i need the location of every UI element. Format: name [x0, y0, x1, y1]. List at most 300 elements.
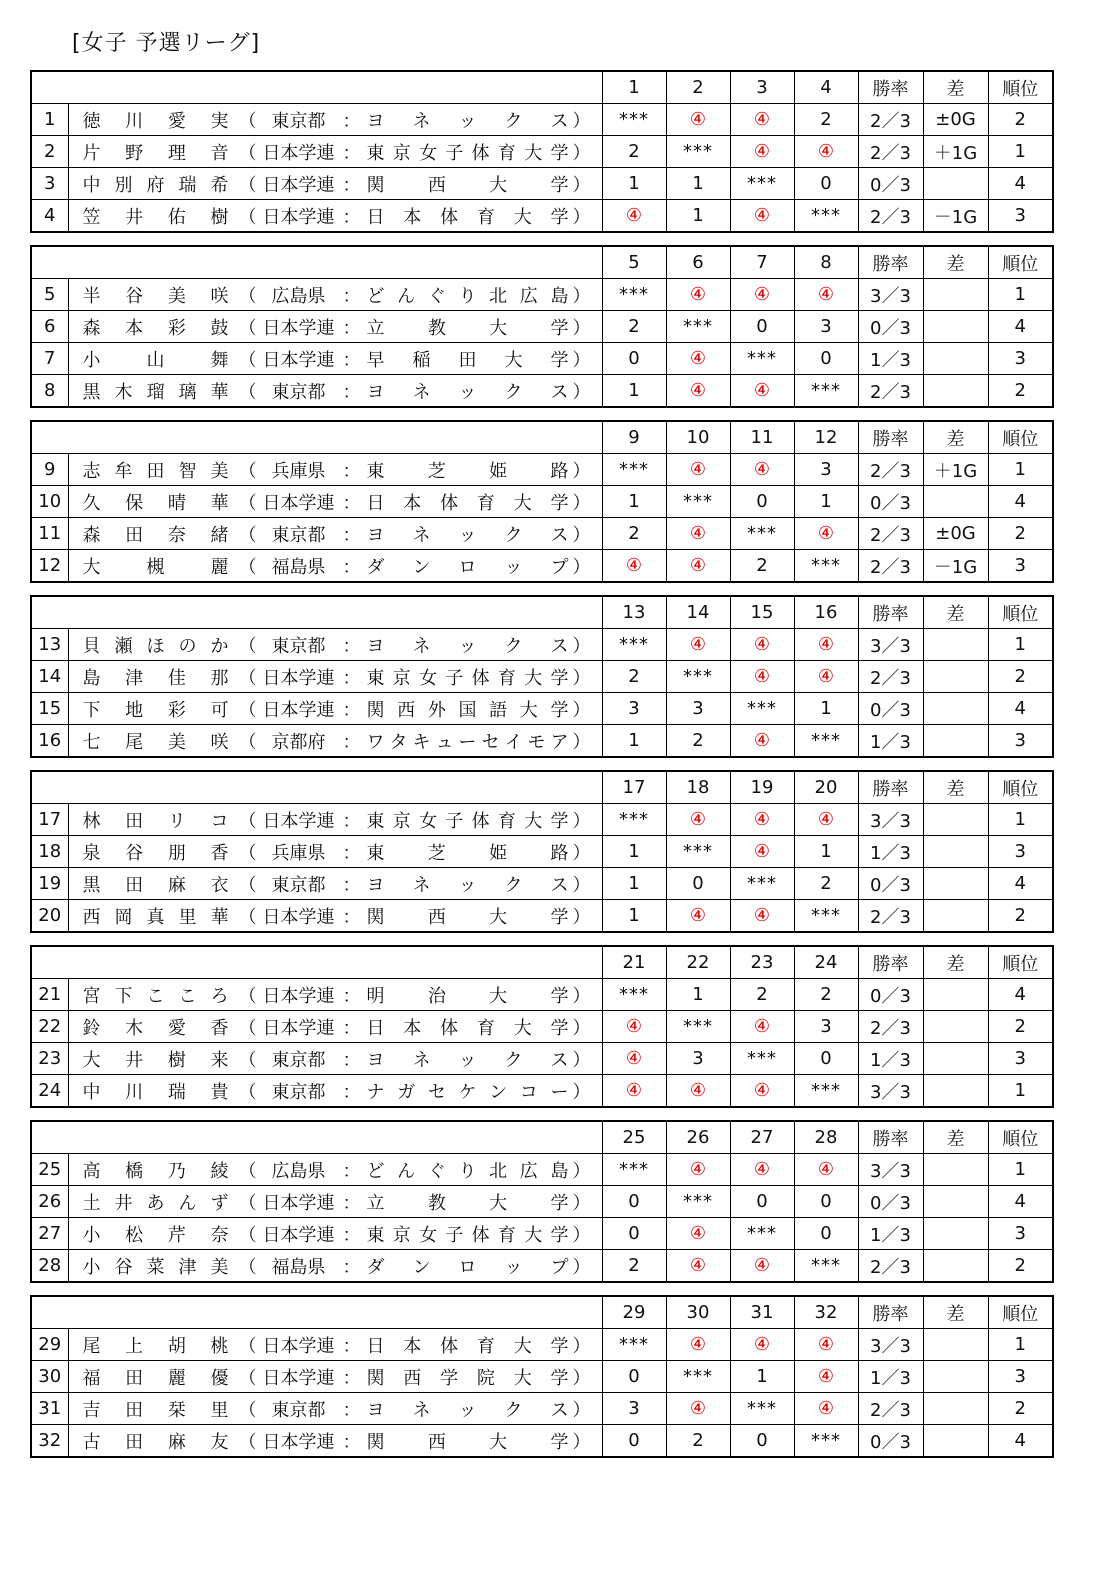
- rank: 4: [988, 1425, 1053, 1458]
- name-char: 大: [82, 556, 101, 578]
- player-number: 15: [31, 693, 68, 725]
- player-info-line: [69, 900, 602, 931]
- club-char: ー: [458, 731, 477, 753]
- player-info: [68, 629, 602, 661]
- header-win-rate: 勝率: [858, 1296, 923, 1329]
- result-self: ***: [602, 804, 666, 836]
- result-score: 2: [602, 1250, 666, 1283]
- result-win: ④: [730, 136, 794, 168]
- group-table: [30, 245, 1054, 408]
- win-rate: 1／3: [858, 343, 923, 375]
- player-info-line: [69, 804, 602, 835]
- open-paren: （: [238, 142, 257, 164]
- club-char: 大: [513, 1335, 532, 1357]
- player-number: 24: [31, 1075, 68, 1108]
- club-char: ん: [397, 1160, 416, 1182]
- player-name: [69, 1428, 239, 1454]
- rank: 4: [988, 979, 1053, 1011]
- club-char: 育: [497, 810, 516, 832]
- name-char: 瑞: [167, 1081, 186, 1103]
- club-char: ッ: [458, 635, 477, 657]
- separator-colon: ：: [342, 206, 361, 228]
- name-char: 佑: [167, 206, 186, 228]
- name-char: 松: [125, 1224, 144, 1246]
- win-rate: 1／3: [858, 836, 923, 868]
- column-number: 3: [730, 71, 794, 104]
- result-win: ④: [794, 1393, 858, 1425]
- name-char: 香: [210, 1017, 229, 1039]
- name-char: 綾: [210, 1160, 229, 1182]
- column-number: 14: [666, 596, 730, 629]
- rank: 3: [988, 1043, 1053, 1075]
- column-number: 24: [794, 946, 858, 979]
- column-number: 22: [666, 946, 730, 979]
- player-name: [69, 632, 239, 658]
- player-number: 21: [31, 979, 68, 1011]
- name-char: 西: [82, 906, 101, 928]
- close-paren: ）: [572, 1192, 591, 1214]
- separator-colon: ：: [342, 1335, 361, 1357]
- rank: 4: [988, 693, 1053, 725]
- player-info-line: [69, 836, 602, 867]
- result-win: ④: [666, 343, 730, 375]
- open-paren: （: [238, 731, 257, 753]
- club-char: 芝: [427, 842, 446, 864]
- game-diff: [923, 725, 988, 758]
- win-rate: 0／3: [858, 868, 923, 900]
- close-paren: ）: [572, 110, 591, 132]
- result-self: ***: [666, 1186, 730, 1218]
- name-char: 上: [125, 1335, 144, 1357]
- name-char: 菜: [146, 1256, 165, 1278]
- player-info: [68, 454, 602, 486]
- name-char: 友: [210, 1431, 229, 1453]
- separator-colon: ：: [342, 1049, 361, 1071]
- rank: 1: [988, 454, 1053, 486]
- open-paren: （: [238, 110, 257, 132]
- player-club: [363, 1221, 573, 1247]
- game-diff: [923, 629, 988, 661]
- name-char: 真: [146, 906, 165, 928]
- rank: 4: [988, 486, 1053, 518]
- result-score: 1: [602, 836, 666, 868]
- player-info-line: [69, 1186, 602, 1217]
- result-win: ④: [602, 1043, 666, 1075]
- player-row: [31, 1361, 1053, 1393]
- club-char: 学: [550, 206, 569, 228]
- name-char: 音: [210, 142, 229, 164]
- club-char: ぐ: [427, 1160, 446, 1182]
- club-char: ヨ: [366, 635, 385, 657]
- result-win: ④: [666, 1329, 730, 1361]
- player-name: [69, 1189, 239, 1215]
- win-rate: 0／3: [858, 486, 923, 518]
- player-prefecture: 日本学連: [262, 1192, 335, 1214]
- win-rate: 2／3: [858, 375, 923, 408]
- club-char: 育: [476, 1335, 495, 1357]
- club-char: モ: [527, 731, 546, 753]
- player-number: 13: [31, 629, 68, 661]
- name-char: 胡: [167, 1335, 186, 1357]
- open-paren: （: [238, 667, 257, 689]
- header-diff: 差: [923, 596, 988, 629]
- club-char: 学: [550, 492, 569, 514]
- player-club: [363, 1078, 573, 1104]
- club-char: ッ: [458, 524, 477, 546]
- close-paren: ）: [572, 142, 591, 164]
- close-paren: ）: [572, 1256, 591, 1278]
- club-char: ヨ: [366, 1049, 385, 1071]
- result-win: ④: [730, 804, 794, 836]
- player-prefecture: 日本学連: [262, 492, 335, 514]
- name-char: 黒: [82, 381, 101, 403]
- player-number: 31: [31, 1393, 68, 1425]
- player-club: [363, 1046, 573, 1072]
- player-info-line: [69, 343, 602, 374]
- close-paren: ）: [572, 1335, 591, 1357]
- player-info: [68, 804, 602, 836]
- open-paren: （: [238, 810, 257, 832]
- name-char: 美: [167, 285, 186, 307]
- player-club: [363, 346, 573, 372]
- close-paren: ）: [572, 349, 591, 371]
- player-number: 19: [31, 868, 68, 900]
- close-paren: ）: [572, 492, 591, 514]
- player-prefecture: 日本学連: [262, 1367, 335, 1389]
- player-info: [68, 1186, 602, 1218]
- result-win: ④: [730, 900, 794, 933]
- club-char: ネ: [412, 110, 431, 132]
- player-info-line: [69, 1075, 602, 1106]
- player-name: [69, 489, 239, 515]
- player-info: [68, 1393, 602, 1425]
- player-name: [69, 457, 239, 483]
- player-number: 9: [31, 454, 68, 486]
- name-char: 乃: [167, 1160, 186, 1182]
- club-char: 京: [392, 1224, 411, 1246]
- column-number: 8: [794, 246, 858, 279]
- player-number: 14: [31, 661, 68, 693]
- club-char: 北: [489, 1160, 508, 1182]
- player-row: [31, 1011, 1053, 1043]
- result-win: ④: [666, 804, 730, 836]
- result-self: ***: [666, 136, 730, 168]
- column-number: 2: [666, 71, 730, 104]
- club-char: プ: [550, 1256, 569, 1278]
- header-blank: [31, 246, 602, 279]
- name-char: 美: [210, 460, 229, 482]
- result-score: 1: [666, 168, 730, 200]
- group-table: [30, 945, 1054, 1108]
- result-self: ***: [730, 693, 794, 725]
- group-table: [30, 770, 1054, 933]
- header-rank: 順位: [988, 946, 1053, 979]
- player-club: [363, 982, 573, 1008]
- win-rate: 2／3: [858, 900, 923, 933]
- club-char: 大: [513, 206, 532, 228]
- player-info: [68, 1154, 602, 1186]
- name-char: 瑞: [178, 174, 197, 196]
- result-self: ***: [794, 375, 858, 408]
- result-self: ***: [602, 979, 666, 1011]
- result-self: ***: [794, 1425, 858, 1458]
- club-char: ナ: [366, 1081, 385, 1103]
- player-number: 32: [31, 1425, 68, 1458]
- name-char: 実: [210, 110, 229, 132]
- open-paren: （: [238, 381, 257, 403]
- name-char: 下: [114, 985, 133, 1007]
- player-number: 3: [31, 168, 68, 200]
- result-score: 0: [730, 1186, 794, 1218]
- name-char: 舞: [210, 349, 229, 371]
- club-char: ク: [504, 874, 523, 896]
- name-char: 野: [125, 142, 144, 164]
- club-char: 学: [550, 667, 569, 689]
- player-row: [31, 804, 1053, 836]
- player-club: [363, 696, 573, 722]
- win-rate: 0／3: [858, 311, 923, 343]
- player-number: 2: [31, 136, 68, 168]
- name-char: 高: [82, 1160, 101, 1182]
- player-name: [69, 282, 239, 308]
- player-name: [69, 203, 239, 229]
- header-rank: 順位: [988, 771, 1053, 804]
- player-number: 5: [31, 279, 68, 311]
- name-char: の: [178, 635, 197, 657]
- club-char: 体: [471, 810, 490, 832]
- rank: 4: [988, 1186, 1053, 1218]
- win-rate: 2／3: [858, 454, 923, 486]
- name-char: ん: [178, 1192, 197, 1214]
- player-number: 7: [31, 343, 68, 375]
- result-win: ④: [730, 629, 794, 661]
- player-info: [68, 693, 602, 725]
- game-diff: ＋1G: [923, 454, 988, 486]
- name-char: か: [210, 635, 229, 657]
- club-char: 学: [550, 906, 569, 928]
- player-info: [68, 900, 602, 933]
- separator-colon: ：: [342, 174, 361, 196]
- group-header-row: [31, 946, 1053, 979]
- column-number: 11: [730, 421, 794, 454]
- open-paren: （: [238, 1256, 257, 1278]
- name-char: 智: [178, 460, 197, 482]
- player-number: 16: [31, 725, 68, 758]
- name-char: 樹: [167, 1049, 186, 1071]
- result-win: ④: [666, 279, 730, 311]
- player-name: [69, 1046, 239, 1072]
- player-info-line: [69, 486, 602, 517]
- player-club: [363, 489, 573, 515]
- result-win: ④: [730, 375, 794, 408]
- game-diff: [923, 1393, 988, 1425]
- win-rate: 0／3: [858, 168, 923, 200]
- player-info-line: [69, 725, 602, 756]
- result-score: 3: [794, 1011, 858, 1043]
- player-prefecture: 日本学連: [262, 1431, 335, 1453]
- club-char: 大: [489, 906, 508, 928]
- header-diff: 差: [923, 1296, 988, 1329]
- club-char: 大: [524, 667, 543, 689]
- name-char: 川: [125, 110, 144, 132]
- result-score: 0: [794, 1218, 858, 1250]
- player-row: [31, 1425, 1053, 1458]
- header-rank: 順位: [988, 596, 1053, 629]
- player-info-line: [69, 1250, 602, 1281]
- club-char: ガ: [397, 1081, 416, 1103]
- rank: 4: [988, 311, 1053, 343]
- name-char: 徳: [82, 110, 101, 132]
- player-prefecture: 広島県: [271, 285, 326, 307]
- club-char: 学: [550, 985, 569, 1007]
- separator-colon: ：: [342, 1224, 361, 1246]
- league-groups: [30, 70, 1052, 1470]
- club-char: ス: [550, 1399, 569, 1421]
- club-char: 東: [366, 460, 385, 482]
- name-char: 林: [82, 810, 101, 832]
- game-diff: [923, 168, 988, 200]
- result-score: 2: [794, 979, 858, 1011]
- open-paren: （: [238, 1049, 257, 1071]
- result-score: 1: [794, 486, 858, 518]
- player-row: [31, 168, 1053, 200]
- result-score: 0: [794, 343, 858, 375]
- result-win: ④: [794, 1329, 858, 1361]
- club-char: 大: [489, 985, 508, 1007]
- club-char: 東: [366, 842, 385, 864]
- club-char: ン: [412, 1256, 431, 1278]
- group-header-row: [31, 1121, 1053, 1154]
- player-info-line: [69, 1393, 602, 1424]
- rank: 3: [988, 200, 1053, 233]
- result-self: ***: [794, 1250, 858, 1283]
- player-row: [31, 1218, 1053, 1250]
- club-char: ッ: [458, 1399, 477, 1421]
- club-char: 学: [440, 1367, 459, 1389]
- club-char: 大: [524, 1224, 543, 1246]
- column-number: 28: [794, 1121, 858, 1154]
- close-paren: ）: [572, 874, 591, 896]
- separator-colon: ：: [342, 1160, 361, 1182]
- club-char: 大: [513, 1017, 532, 1039]
- club-char: ク: [504, 635, 523, 657]
- close-paren: ）: [572, 460, 591, 482]
- player-info: [68, 200, 602, 233]
- player-club: [363, 1189, 573, 1215]
- player-club: [363, 553, 573, 579]
- header-rank: 順位: [988, 1121, 1053, 1154]
- result-score: 0: [794, 1043, 858, 1075]
- close-paren: ）: [572, 1399, 591, 1421]
- club-char: ス: [550, 1049, 569, 1071]
- result-win: ④: [602, 1075, 666, 1108]
- name-char: 黒: [82, 874, 101, 896]
- player-number: 18: [31, 836, 68, 868]
- club-char: 明: [366, 985, 385, 1007]
- game-diff: [923, 1011, 988, 1043]
- club-char: ク: [504, 1049, 523, 1071]
- result-self: ***: [666, 1361, 730, 1393]
- rank: 3: [988, 836, 1053, 868]
- separator-colon: ：: [342, 556, 361, 578]
- player-row: [31, 979, 1053, 1011]
- result-score: 2: [794, 868, 858, 900]
- club-char: 大: [524, 810, 543, 832]
- column-number: 5: [602, 246, 666, 279]
- header-blank: [31, 946, 602, 979]
- player-prefecture: 日本学連: [262, 1224, 335, 1246]
- club-char: ッ: [458, 110, 477, 132]
- name-char: 田: [125, 874, 144, 896]
- club-char: 学: [550, 142, 569, 164]
- header-diff: 差: [923, 1121, 988, 1154]
- open-paren: （: [238, 1431, 257, 1453]
- header-blank: [31, 421, 602, 454]
- player-club: [363, 378, 573, 404]
- close-paren: ）: [572, 285, 591, 307]
- player-info: [68, 1075, 602, 1108]
- rank: 2: [988, 375, 1053, 408]
- club-char: ど: [366, 1160, 385, 1182]
- header-win-rate: 勝率: [858, 246, 923, 279]
- player-prefecture: 東京都: [271, 110, 326, 132]
- player-info-line: [69, 454, 602, 485]
- name-char: 木: [114, 381, 133, 403]
- club-char: 治: [427, 985, 446, 1007]
- rank: 4: [988, 168, 1053, 200]
- name-char: 田: [125, 810, 144, 832]
- column-number: 26: [666, 1121, 730, 1154]
- result-score: 3: [666, 1043, 730, 1075]
- player-info: [68, 279, 602, 311]
- result-score: 0: [666, 868, 730, 900]
- result-score: 1: [602, 868, 666, 900]
- header-win-rate: 勝率: [858, 71, 923, 104]
- group-table: [30, 595, 1054, 758]
- club-char: 西: [427, 906, 446, 928]
- player-club: [363, 1396, 573, 1422]
- result-score: 3: [794, 311, 858, 343]
- player-number: 25: [31, 1154, 68, 1186]
- rank: 1: [988, 804, 1053, 836]
- name-char: 津: [125, 667, 144, 689]
- result-win: ④: [666, 375, 730, 408]
- game-diff: [923, 836, 988, 868]
- club-char: イ: [504, 731, 523, 753]
- result-win: ④: [730, 200, 794, 233]
- result-score: 3: [666, 693, 730, 725]
- result-self: ***: [666, 661, 730, 693]
- club-char: ン: [489, 1081, 508, 1103]
- result-score: 2: [794, 104, 858, 136]
- club-char: 大: [489, 1192, 508, 1214]
- column-number: 10: [666, 421, 730, 454]
- column-number: 31: [730, 1296, 794, 1329]
- player-name: [69, 807, 239, 833]
- game-diff: [923, 1250, 988, 1283]
- open-paren: （: [238, 1224, 257, 1246]
- result-win: ④: [666, 900, 730, 933]
- win-rate: 1／3: [858, 1218, 923, 1250]
- result-score: 1: [666, 200, 730, 233]
- player-prefecture: 東京都: [271, 524, 326, 546]
- game-diff: [923, 375, 988, 408]
- club-char: ヨ: [366, 1399, 385, 1421]
- club-char: 西: [403, 1367, 422, 1389]
- club-char: ネ: [412, 635, 431, 657]
- game-diff: [923, 693, 988, 725]
- rank: 1: [988, 1329, 1053, 1361]
